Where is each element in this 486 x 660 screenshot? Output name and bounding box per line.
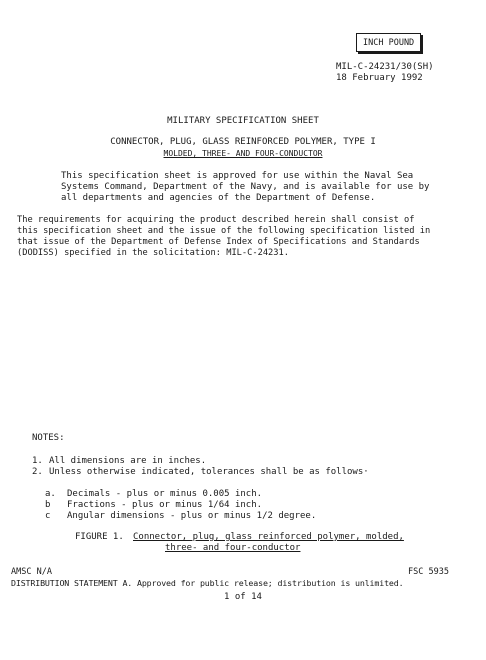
note-2-number: 2.: [32, 467, 43, 477]
sheet-title: MILITARY SPECIFICATION SHEET: [167, 116, 319, 126]
tolerance-b-letter: b: [45, 500, 51, 510]
requirements-line-1: The requirements for acquiring the product described herein shall consist of: [17, 215, 415, 225]
tolerance-c-letter: c: [45, 511, 51, 521]
tolerance-a-letter: a.: [45, 489, 56, 499]
requirements-line-2: this specification sheet and the issue of the following specification listed in: [17, 226, 431, 236]
document-date: 18 February 1992: [336, 73, 423, 83]
subject-line-1: CONNECTOR, PLUG, GLASS REINFORCED POLYMER, TYPE I: [110, 137, 376, 147]
amsc-code: AMSC N/A: [11, 567, 52, 577]
approval-line-3: all departments and agencies of the Department of Defense.: [61, 193, 376, 203]
notes-heading: NOTES:: [32, 433, 65, 443]
tolerance-a-text: Decimals - plus or minus 0.005 inch.: [67, 489, 263, 499]
approval-line-1: This specification sheet is approved for use within the Naval Sea: [61, 171, 414, 181]
inch-pound-badge: INCH POUND: [356, 33, 421, 52]
distribution-statement: DISTRIBUTION STATEMENT A. Approved for public release; distribution is unlimited.: [11, 578, 404, 588]
approval-line-2: Systems Command, Department of the Navy, and is available for use by: [61, 182, 430, 192]
tolerance-c-text: Angular dimensions - plus or minus 1/2 degree.: [67, 511, 317, 521]
figure-caption-line-1: Connector, plug, glass reinforced polymer, molded,: [133, 532, 404, 542]
figure-label: FIGURE 1.: [75, 532, 124, 542]
document-number: MIL-C-24231/30(SH): [336, 62, 434, 72]
requirements-line-4: (DODISS) specified in the solicitation: MIL-C-24231.: [17, 248, 289, 258]
page-number: 1 of 14: [224, 592, 262, 602]
figure-caption-line-2: three- and four-conductor: [165, 543, 301, 553]
requirements-line-3: that issue of the Department of Defense Index of Specifications and Standards: [17, 237, 420, 247]
note-2-text: Unless otherwise indicated, tolerances shall be as follows·: [49, 467, 369, 477]
note-1-text: All dimensions are in inches.: [49, 456, 207, 466]
subject-line-2: MOLDED, THREE- AND FOUR-CONDUCTOR: [163, 149, 323, 158]
note-1-number: 1.: [32, 456, 43, 466]
tolerance-b-text: Fractions - plus or minus 1/64 inch.: [67, 500, 263, 510]
fsc-code: FSC 5935: [408, 567, 449, 577]
